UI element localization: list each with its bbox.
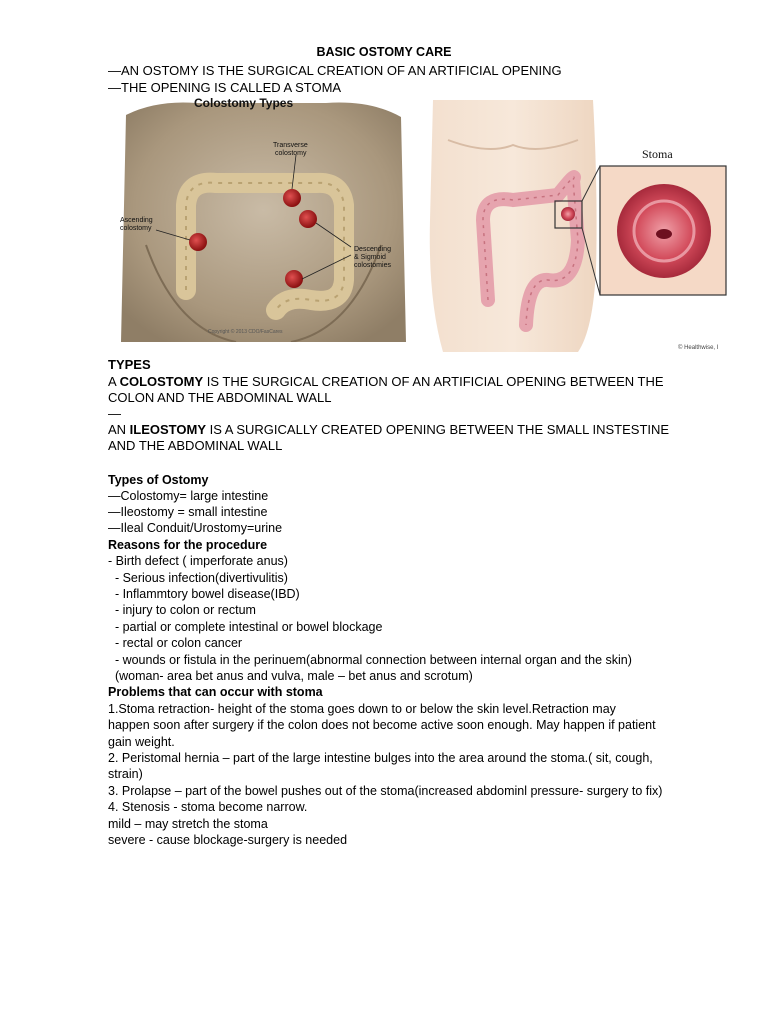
reason-item: - injury to colon or rectum xyxy=(108,603,256,617)
colostomy-term: COLOSTOMY xyxy=(119,374,204,389)
page-title: BASIC OSTOMY CARE xyxy=(316,45,452,59)
label-ascending-2: colostomy xyxy=(120,225,152,232)
figure-credit: © Healthwise, I xyxy=(678,345,719,351)
reason-item: - rectal or colon cancer xyxy=(108,636,243,650)
problem-line: severe - cause blockage-surgery is needed xyxy=(108,833,348,847)
colostomy-types-illustration xyxy=(116,95,410,342)
reasons-heading: Reasons for the procedure xyxy=(108,538,268,552)
ostomy-type-item: —Ileostomy = small intestine xyxy=(108,505,268,519)
reason-item: - Serious infection(divertivulitis) xyxy=(108,571,288,585)
reason-item: - wounds or fistula in the perinuem(abnormal connection between internal organ and the skin) xyxy=(108,653,632,667)
stoma-label: Stoma xyxy=(642,147,673,161)
problem-line: gain weight. xyxy=(108,735,175,749)
colostomy-definition-line2: COLON AND THE ABDOMINAL WALL xyxy=(108,390,332,405)
colostomy-definition: A COLOSTOMY IS THE SURGICAL CREATION OF AN ARTIFICIAL OPENING BETWEEN THE xyxy=(108,374,664,389)
ileostomy-definition-line2: AND THE ABDOMINAL WALL xyxy=(108,438,283,453)
problem-line: mild – may stretch the stoma xyxy=(108,817,268,831)
stoma-illustration xyxy=(428,100,728,352)
label-descending-1: Descending xyxy=(354,246,391,253)
reason-item: - partial or complete intestinal or bowel blockage xyxy=(108,620,383,634)
label-descending-2: & Sigmoid xyxy=(354,254,386,261)
reason-item: - Inflammtory bowel disease(IBD) xyxy=(108,587,300,601)
label-descending-3: colostomies xyxy=(354,262,391,269)
stoma-figure xyxy=(428,100,728,352)
ileostomy-definition: AN ILEOSTOMY IS A SURGICALLY CREATED OPENING BETWEEN THE SMALL INSTESTINE xyxy=(108,422,670,437)
types-heading: TYPES xyxy=(108,357,151,372)
separator-dash: — xyxy=(108,406,121,421)
problem-line: strain) xyxy=(108,767,143,781)
ostomy-type-item: —Ileal Conduit/Urostomy=urine xyxy=(108,521,283,535)
figure-copyright: Copyright © 2013 CDO/FasCares xyxy=(208,329,283,335)
intro-line-1: —AN OSTOMY IS THE SURGICAL CREATION OF AN ARTIFICIAL OPENING xyxy=(108,63,562,78)
problem-line: 3. Prolapse – part of the bowel pushes out of the stoma(increased abdominl pressure- surgery to fix) xyxy=(108,784,663,798)
problem-line: 1.Stoma retraction- height of the stoma goes down to or below the skin level.Retraction may xyxy=(108,702,616,716)
label-transverse-2: colostomy xyxy=(275,150,307,157)
intro-line-2: —THE OPENING IS CALLED A STOMA xyxy=(108,80,342,95)
problems-heading: Problems that can occur with stoma xyxy=(108,685,323,699)
ileostomy-term: ILEOSTOMY xyxy=(129,422,206,437)
problem-line: 2. Peristomal hernia – part of the large intestine bulges into the area around the stoma.( sit, cough, xyxy=(108,751,653,765)
reason-item: (woman- area bet anus and vulva, male – bet anus and scrotum) xyxy=(108,669,473,683)
ostomy-type-item: —Colostomy= large intestine xyxy=(108,489,269,503)
label-transverse-1: Transverse xyxy=(273,142,308,149)
problem-line: happen soon after surgery if the colon does not become active soon enough. May happen if patient xyxy=(108,718,656,732)
reason-item: - Birth defect ( imperforate anus) xyxy=(108,554,288,568)
colostomy-types-figure xyxy=(116,95,410,342)
figure-title: Colostomy Types xyxy=(194,96,294,110)
problem-line: 4. Stenosis - stoma become narrow. xyxy=(108,800,308,814)
types-of-ostomy-heading: Types of Ostomy xyxy=(108,473,209,487)
label-ascending-1: Ascending xyxy=(120,217,153,224)
